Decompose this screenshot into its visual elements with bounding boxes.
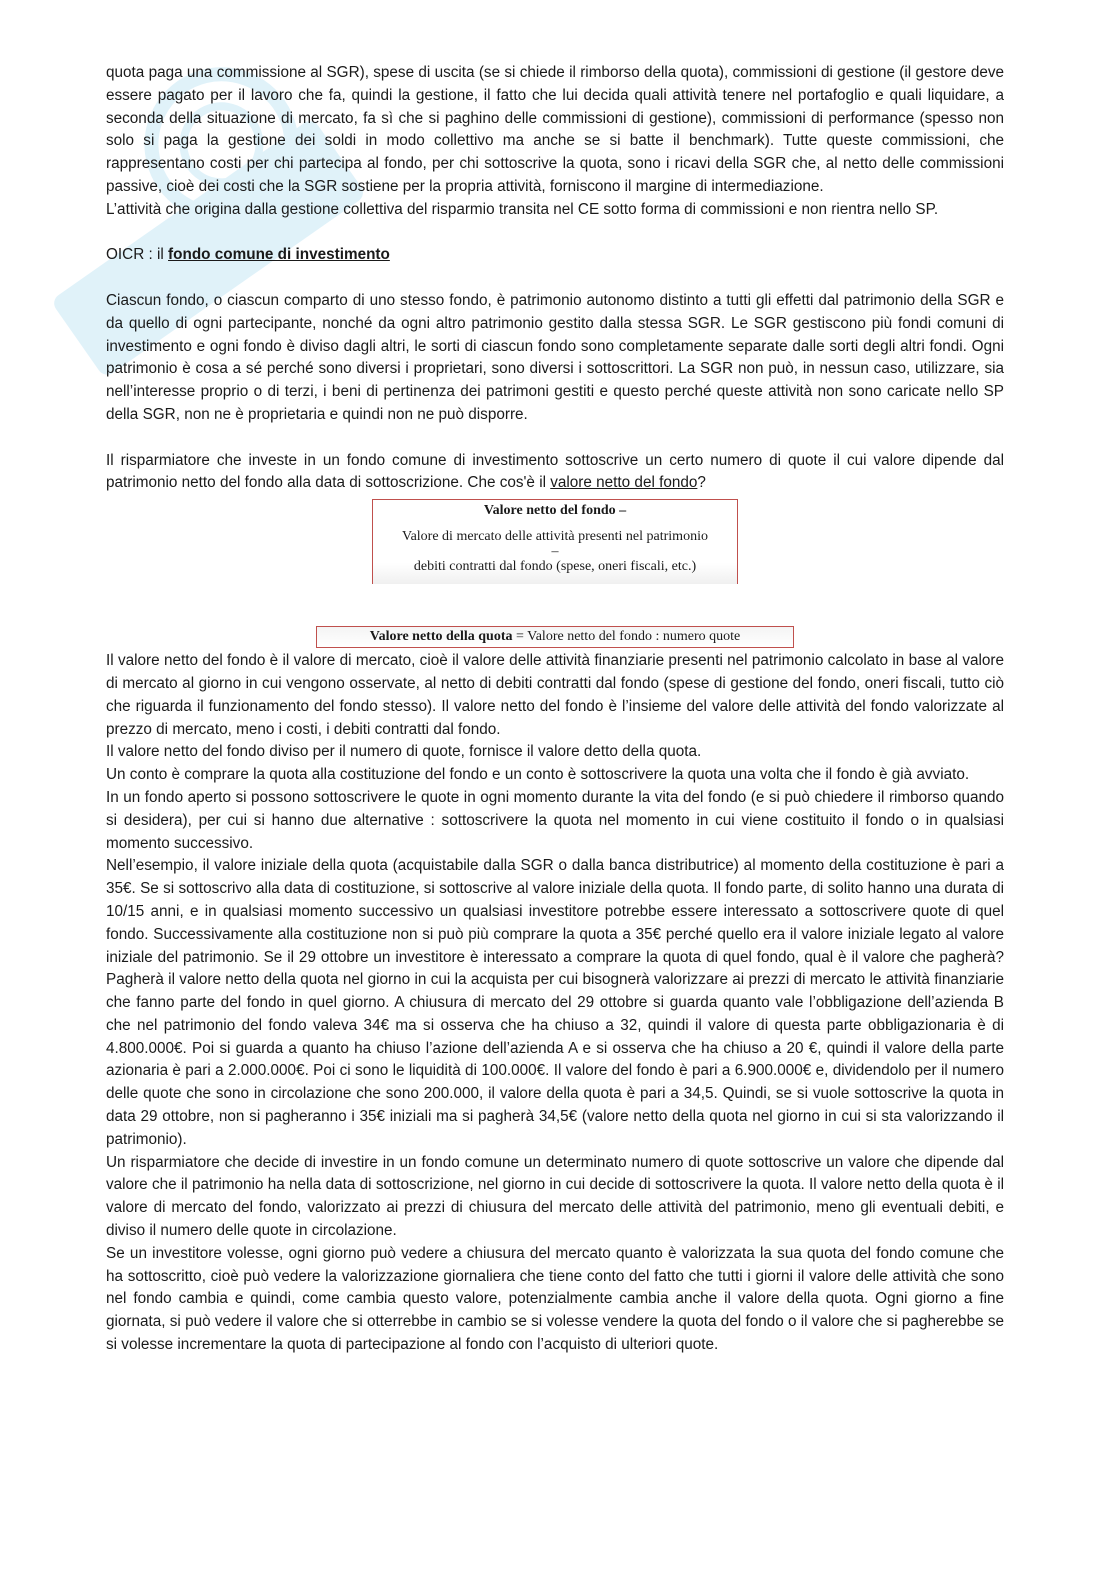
paragraph-commissions: quota paga una commissione al SGR), spese di uscita (se si chiede il rimborso della quota), commissioni di gestione (il gestore deve essere pagato per il lavoro che fa, quindi la gestione, il fatto che lui decida quali attività tenere nel portafoglio e quali liquidare, a seconda della situazione di mercato, fa sì che si paghino delle commissioni di gestione), commissioni di performance (spesso non solo si paga la gestione dei soldi in modo collettivo ma anche se si batte il benchmark). Tutte queste commissioni, che rappresentano costi per chi partecipa al fondo, per chi sottoscrive la quota, sono i ricavi della SGR che, al netto delle commissioni passive, cioè dei costi che la SGR sostiene per la propria attività, forniscono il margine di intermediazione.	[106, 64, 1004, 195]
paragraph-patrimonio-autonomo: Ciascun fondo, o ciascun comparto di uno stesso fondo, è patrimonio autonomo distinto a tutti gli effetti dal patrimonio della SGR e da quello di ogni partecipante, nonché da ogni altro patrimonio gestito dalla stessa SGR. Le SGR gestiscono più fondi comuni di investimento e ogni fondo è diviso dagli altri, le sorti di ciascun fondo sono completamente separate dalle sorti degli altri fondi. Ogni patrimonio è cosa a sé perché sono diversi i proprietari, sono diversi i sottoscrittori. La SGR non può, in nessun caso, utilizzare, sia nell’interesse proprio o di terzi, i beni di pertinenza dei patrimoni gestiti e questo perché queste attività non sono caricate nello SP della SGR, non ne è proprietaria e quindi non ne può disporre.	[106, 291, 1004, 423]
formula-title: Valore netto del fondo –	[483, 503, 627, 519]
document-page	[106, 62, 1004, 1357]
paragraph: In un fondo aperto si possono sottoscrivere le quote in ogni momento durante la vita del fondo (e si può chiedere il rimborso quando si desidera), per cui si hanno due alternative : sottoscrivere la quota nel momento in cui viene costituito il fondo o in qualsiasi momento successivo.	[106, 788, 1004, 852]
quota-label: Valore netto della quota	[369, 629, 513, 645]
formula-line-2: debiti contratti dal fondo (spese, oneri fiscali, etc.)	[413, 559, 697, 575]
paragraph: Il valore netto del fondo è il valore di mercato, cioè il valore delle attività finanziarie presenti nel patrimonio calcolato in base al valore di mercato al giorno in cui vengono osservate, al netto di debiti contratti dal fondo (spese di gestione del fondo, oneri fiscali, tutto ciò che riguarda il funzionamento del fondo stesso). Il valore netto del fondo è l’insieme del valore delle attività del fondo valorizzate al prezzo di mercato, meno i costi, i debiti contratti dal fondo.	[106, 652, 1004, 738]
paragraph: Il valore netto del fondo diviso per il numero di quote, fornisce il valore detto della quota.	[106, 743, 702, 761]
formula-line-1: Valore di mercato delle attività presenti nel patrimonio	[402, 529, 708, 545]
formula-box-quota	[316, 626, 794, 648]
quota-formula: = Valore netto del fondo : numero quote	[512, 629, 741, 645]
section-heading	[106, 244, 1004, 267]
paragraph-risparmiatore: Il risparmiatore che investe in un fondo comune di investimento sottoscrive un certo numero di quote il cui valore dipende dal patrimonio netto del fondo alla data di sottoscrizione. Che cos'è il valore netto del fondo?	[106, 451, 1004, 492]
formula-box-fondo	[372, 499, 738, 584]
paragraph-ce: L’attività che origina dalla gestione collettiva del risparmio transita nel CE sotto forma di commissioni e non rientra nello SP.	[106, 200, 939, 218]
paragraph: Un conto è comprare la quota alla costituzione del fondo e un conto è sottoscrivere la quota una volta che il fondo è già avviato.	[106, 766, 970, 784]
paragraph-example: Nell’esempio, il valore iniziale della quota (acquistabile dalla SGR o dalla banca distributrice) al momento della costituzione è pari a 35€. Se si sottoscrivo alla data di costituzione, si sottoscrive al valore iniziale della quota. Il fondo parte, di solito hanno una durata di 10/15 anni, e in qualsiasi momento successivo un qualsiasi investitore potrebbe essere interessato a sottoscrivere quote di quel fondo. Successivamente alla costituzione non si può più comprare la quota a 35€ perché quello era il valore iniziale legato al valore iniziale del patrimonio. Se il 29 ottobre un investitore è interessato a comprare la quota di quel fondo, qual è il valore che pagherà? Pagherà il valore netto della quota nel giorno in cui la acquista per cui bisognerà valorizzare ai prezzi di mercato le attività finanziarie che fanno parte del fondo in quel giorno. A chiusura di mercato del 29 ottobre si guarda quanto vale l’obbligazione dell’azienda B che nel patrimonio del fondo valeva 34€ ma si osserva che ha chiuso a 32, quindi il valore di questa parte obbligazionaria è di 4.800.000€. Poi si guarda a quanto ha chiuso l’azione dell’azienda A e si osserva che ha chiuso a 20 €, quindi il valore della parte azionaria è pari a 2.000.000€. Poi ci sono le liquidità di 100.000€. Il valore del fondo è pari a 6.900.000€ e, dividendolo per il numero delle quote che sono in circolazione che sono 200.000, il valore della quota è pari a 34,5. Quindi, se si vuole sottoscrive la quota in data 29 ottobre, non si pagheranno i 35€ iniziali ma si pagherà 34,5€ (valore netto della quota nel giorno in cui si sta valorizzando il patrimonio).	[106, 857, 1004, 1148]
paragraph: Se un investitore volesse, ogni giorno può vedere a chiusura del mercato quanto è valorizzata la sua quota del fondo comune che ha sottoscritto, cioè può vedere la valorizzazione giornaliera che tiene conto del fatto che tutti i giorni il valore delle attività che sono nel fondo cambia e quindi, come cambia questo valore, potenzialmente cambia anche il valore della quota. Ogni giorno a fine giornata, si può vedere il valore che si otterrebbe in cambio se si volesse vendere la quota del fondo o il valore che si pagherebbe se si volesse incrementare la quota di partecipazione al fondo con l’acquisto di ulteriori quote.	[106, 1244, 1004, 1354]
valore-netto-link: valore netto del fondo	[550, 474, 698, 492]
formula-minus: –	[551, 544, 559, 560]
section-title: fondo comune di investimento	[168, 246, 390, 264]
section-prefix: OICR : il	[106, 246, 169, 264]
paragraph: Un risparmiatore che decide di investire in un fondo comune un determinato numero di quote sottoscrive un valore che dipende dal valore che il patrimonio ha nella data di sottoscrizione, nel giorno in cui decide di sottoscrivere la quota. Il valore netto della quota è il valore di mercato del fondo, valorizzato ai prezzi di chiusura del mercato delle attività del patrimonio, meno gli eventuali debiti, e diviso il numero delle quote in circolazione.	[106, 1153, 1004, 1240]
